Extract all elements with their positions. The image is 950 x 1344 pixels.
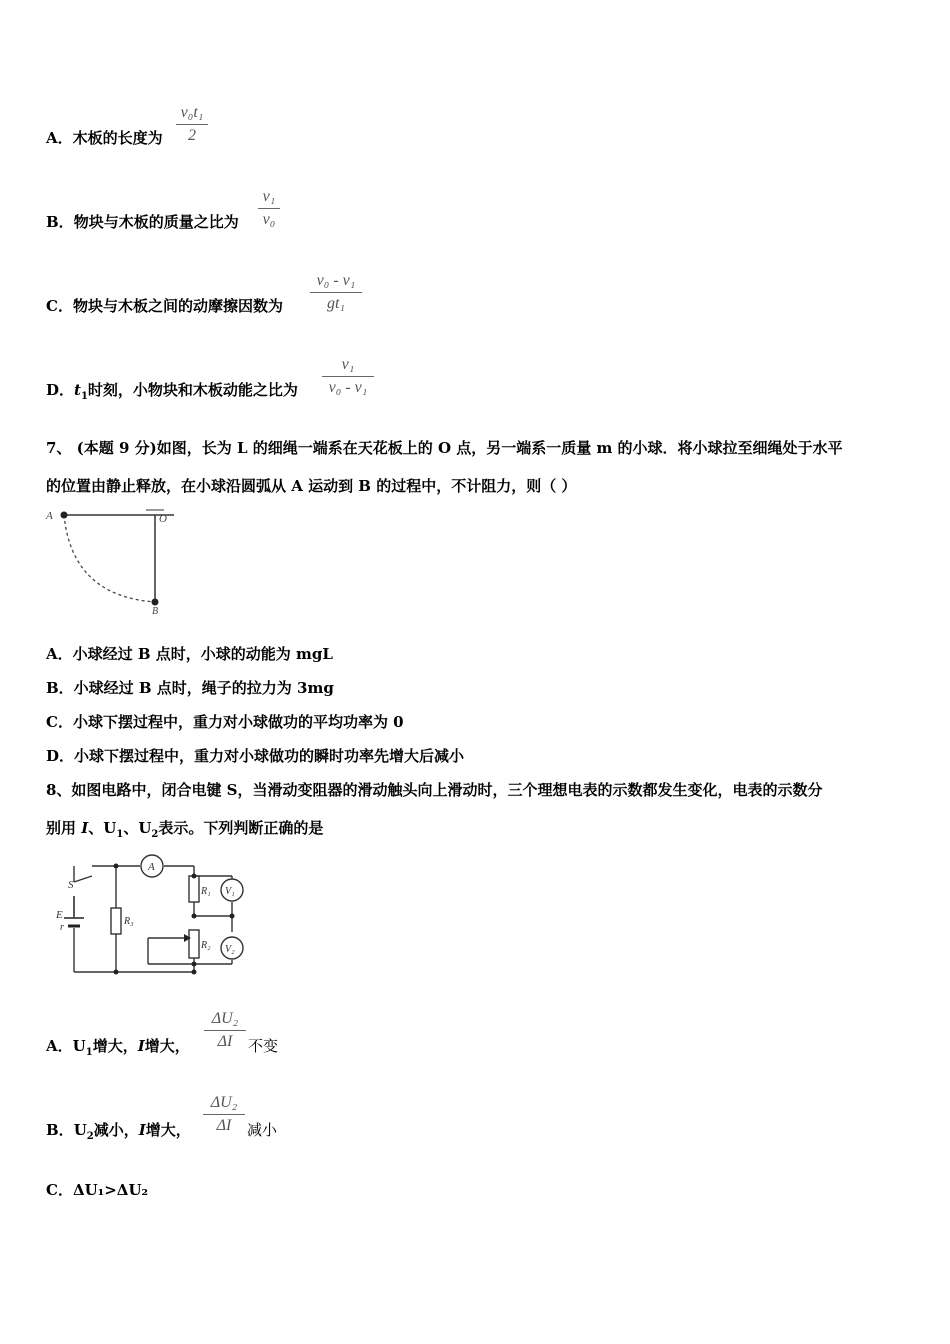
fraction-length — [176, 104, 208, 145]
option-6c — [46, 296, 283, 316]
option-6d — [46, 380, 298, 407]
label-b: B — [152, 606, 159, 616]
r3-label: R₃ — [124, 916, 134, 927]
fraction-denominator: v₀ — [262, 211, 276, 228]
subscript: 2 — [151, 829, 159, 840]
fraction-bar — [204, 1030, 246, 1031]
option-label: B． — [46, 213, 74, 231]
label-a: A — [46, 510, 53, 522]
stem-text: 别用 — [46, 819, 82, 837]
option-text: U — [72, 1037, 86, 1055]
point-b — [152, 599, 159, 606]
fraction-mass-ratio — [258, 188, 280, 229]
fraction-du2-di — [204, 1010, 246, 1051]
emf-label: E — [56, 909, 63, 921]
option-6a — [46, 128, 163, 148]
question-8-line1: 8、如图电路中，闭合电键 S，当滑动变阻器的滑动触头向上滑动时，三个理想电表的示数都发生变化，电表的示数分 — [46, 781, 823, 799]
current-symbol: I — [138, 1121, 146, 1139]
option-7c: C．小球下摆过程中，重力对小球做功的平均功率为 0 — [46, 713, 404, 731]
point-a — [61, 512, 68, 519]
option-8b — [46, 1120, 191, 1147]
option-6b — [46, 212, 239, 232]
subscript: 1 — [116, 829, 124, 840]
question-7-line2: 的位置由静止释放，在小球沿圆弧从 A 运动到 B 的过程中，不计阻力，则（ ） — [46, 477, 577, 495]
fraction-du2-di — [203, 1094, 245, 1135]
time-symbol: t — [74, 381, 81, 399]
fraction-denominator: ΔI — [216, 1117, 232, 1134]
option-text: 木板的长度为 — [72, 129, 163, 147]
option-label: A． — [46, 1037, 73, 1055]
stem-text: 表示。下列判断正确的是 — [158, 819, 324, 837]
fraction-numerator: v₁ — [262, 188, 276, 205]
fraction-numerator: ΔU₂ — [210, 1094, 238, 1111]
option-text: 减小， — [93, 1121, 139, 1139]
fraction-denominator: ΔI — [217, 1033, 233, 1050]
r2-label: R₂ — [201, 940, 211, 951]
option-label: A． — [46, 129, 73, 147]
voltmeter-1-label: V₁ — [225, 886, 235, 897]
question-7-line1: 7、 (本题 9 分)如图，长为 L 的细绳一端系在天花板上的 O 点，另一端系一质量 m 的小球．将小球拉至细绳处于水平 — [46, 439, 843, 457]
option-label: B． — [46, 1121, 74, 1139]
option-text: 时刻，小物块和木板动能之比为 — [87, 381, 298, 399]
fraction-denominator: gt₁ — [326, 295, 345, 312]
fraction-denominator: 2 — [188, 127, 196, 144]
fraction-kinetic-ratio — [322, 356, 374, 397]
arc-path — [64, 515, 155, 602]
current-symbol: I — [137, 1037, 145, 1055]
ammeter-label: A — [148, 861, 155, 873]
stem-text: 、U — [88, 819, 117, 837]
circuit-diagram — [52, 852, 262, 980]
fraction-bar — [258, 208, 280, 209]
fraction-friction — [310, 272, 362, 313]
option-text: 增大， — [92, 1037, 138, 1055]
option-8a — [46, 1036, 190, 1063]
option-7d: D．小球下摆过程中，重力对小球做功的瞬时功率先增大后减小 — [46, 747, 465, 765]
fraction-bar — [203, 1114, 245, 1115]
option-7a: A．小球经过 B 点时，小球的动能为 mgL — [46, 645, 333, 663]
label-o: O — [159, 513, 167, 525]
slider-arrow — [184, 934, 191, 942]
switch-label: S — [68, 879, 74, 891]
option-text: 增大， — [145, 1121, 191, 1139]
fraction-bar — [176, 124, 208, 125]
r1-label: R₁ — [201, 886, 211, 897]
option-text: 增大， — [144, 1037, 190, 1055]
question-8-line2 — [46, 818, 323, 845]
time-subscript: 1 — [80, 391, 88, 402]
fraction-numerator: v₀t₁ — [180, 104, 204, 121]
internal-resistance-label: r — [60, 922, 64, 933]
option-label: C． — [46, 1181, 73, 1199]
option-label: C． — [46, 297, 73, 315]
fraction-bar — [322, 376, 374, 377]
fraction-bar — [310, 292, 362, 293]
fraction-numerator: ΔU₂ — [211, 1010, 239, 1027]
fraction-denominator: v₀ - v₁ — [328, 379, 368, 396]
option-text: 物块与木板之间的动摩擦因数为 — [72, 297, 283, 315]
option-text: U — [73, 1121, 87, 1139]
stem-text: 、U — [123, 819, 152, 837]
voltmeter-2-label: V₂ — [225, 944, 235, 955]
subscript: 1 — [85, 1047, 93, 1058]
fraction-numerator: v₁ — [341, 356, 355, 373]
fraction-numerator: v₀ - v₁ — [316, 272, 356, 289]
option-8c — [46, 1180, 148, 1200]
option-text: 物块与木板的质量之比为 — [73, 213, 239, 231]
option-label: D． — [46, 381, 75, 399]
subscript: 2 — [86, 1131, 94, 1142]
option-8a-tail: 不变 — [248, 1037, 279, 1055]
option-8b-tail: 减小 — [247, 1121, 278, 1139]
pendulum-figure — [44, 506, 194, 616]
current-symbol: I — [81, 819, 89, 837]
option-text: ΔU₁>ΔU₂ — [72, 1181, 149, 1199]
option-7b: B．小球经过 B 点时，绳子的拉力为 3mg — [46, 679, 334, 697]
